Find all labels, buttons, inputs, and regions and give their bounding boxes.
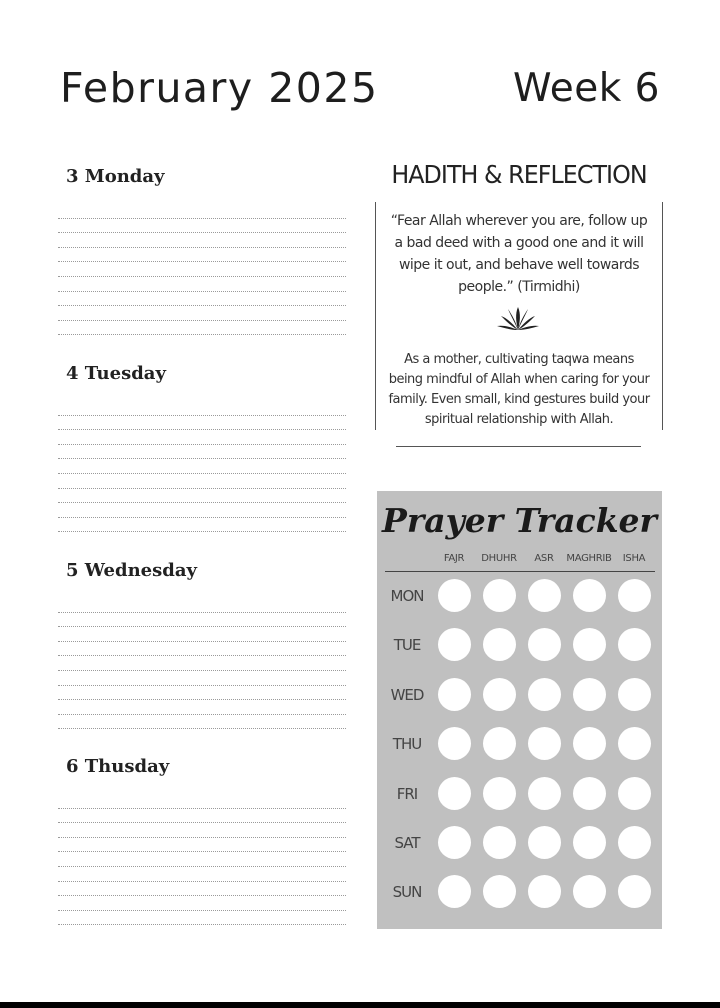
tracker-day-mon: MON <box>390 587 424 605</box>
prayer-checkbox-fri-asr[interactable] <box>528 777 561 810</box>
writing-line <box>58 911 346 926</box>
prayer-checkbox-tue-fajr[interactable] <box>438 628 471 661</box>
writing-line <box>58 416 346 431</box>
writing-line <box>58 613 346 628</box>
writing-line <box>58 233 346 248</box>
writing-line <box>58 518 346 533</box>
prayer-checkbox-mon-maghrib[interactable] <box>573 579 606 612</box>
writing-line <box>58 598 346 613</box>
prayer-checkbox-thu-dhuhr[interactable] <box>483 727 516 760</box>
writing-line <box>58 474 346 489</box>
writing-line <box>58 882 346 897</box>
writing-line <box>58 489 346 504</box>
prayer-checkbox-wed-isha[interactable] <box>618 678 651 711</box>
writing-line <box>58 838 346 853</box>
writing-line <box>58 248 346 263</box>
writing-line <box>58 627 346 642</box>
day-label: 6 Thusday <box>66 756 170 777</box>
writing-line <box>58 262 346 277</box>
prayer-header-asr: ASR <box>534 553 554 564</box>
prayer-checkbox-tue-isha[interactable] <box>618 628 651 661</box>
prayer-checkbox-tue-maghrib[interactable] <box>573 628 606 661</box>
writing-lines[interactable] <box>58 204 346 335</box>
writing-line <box>58 700 346 715</box>
page-title: February 2025 <box>60 64 379 112</box>
prayer-tracker <box>377 491 662 929</box>
prayer-checkbox-thu-asr[interactable] <box>528 727 561 760</box>
writing-line <box>58 715 346 730</box>
tracker-day-fri: FRI <box>396 784 418 803</box>
writing-lines[interactable] <box>58 794 346 925</box>
writing-line <box>58 809 346 824</box>
writing-lines[interactable] <box>58 598 346 729</box>
writing-line <box>58 503 346 518</box>
prayer-checkbox-sat-fajr[interactable] <box>438 826 471 859</box>
prayer-checkbox-fri-dhuhr[interactable] <box>483 777 516 810</box>
prayer-checkbox-sun-maghrib[interactable] <box>573 875 606 908</box>
writing-line <box>58 401 346 416</box>
hadith-title: HADITH & REFLECTION <box>391 160 647 189</box>
prayer-checkbox-wed-asr[interactable] <box>528 678 561 711</box>
prayer-checkbox-thu-maghrib[interactable] <box>573 727 606 760</box>
prayer-header-maghrib: MAGHRIB <box>566 553 612 564</box>
writing-line <box>58 219 346 234</box>
leaf-sprig-icon <box>497 306 539 332</box>
writing-line <box>58 459 346 474</box>
writing-line <box>58 852 346 867</box>
prayer-checkbox-wed-maghrib[interactable] <box>573 678 606 711</box>
writing-line <box>58 686 346 701</box>
writing-line <box>58 642 346 657</box>
day-label: 3 Monday <box>66 166 165 187</box>
footer-bar <box>0 1002 720 1008</box>
writing-line <box>58 867 346 882</box>
tracker-title: Prayer Tracker <box>382 501 657 540</box>
writing-line <box>58 430 346 445</box>
divider <box>396 446 641 447</box>
writing-lines[interactable] <box>58 401 346 532</box>
prayer-checkbox-sun-isha[interactable] <box>618 875 651 908</box>
prayer-checkbox-sat-maghrib[interactable] <box>573 826 606 859</box>
prayer-checkbox-mon-asr[interactable] <box>528 579 561 612</box>
writing-line <box>58 896 346 911</box>
tracker-day-tue: TUE <box>393 636 421 655</box>
prayer-header-dhuhr: DHUHR <box>481 553 517 564</box>
prayer-checkbox-mon-isha[interactable] <box>618 579 651 612</box>
writing-line <box>58 204 346 219</box>
prayer-checkbox-tue-dhuhr[interactable] <box>483 628 516 661</box>
prayer-checkbox-fri-isha[interactable] <box>618 777 651 810</box>
tracker-day-sun: SUN <box>392 883 422 902</box>
writing-line <box>58 794 346 809</box>
day-label: 4 Tuesday <box>66 363 166 384</box>
prayer-header-fajr: FAJR <box>443 553 465 564</box>
tracker-day-thu: THU <box>392 735 422 754</box>
writing-line <box>58 306 346 321</box>
writing-line <box>58 823 346 838</box>
prayer-checkbox-sat-asr[interactable] <box>528 826 561 859</box>
writing-line <box>58 292 346 307</box>
prayer-checkbox-wed-fajr[interactable] <box>438 678 471 711</box>
day-section-thursday <box>58 756 346 925</box>
prayer-checkbox-mon-fajr[interactable] <box>438 579 471 612</box>
writing-line <box>58 671 346 686</box>
day-section-tuesday <box>58 363 346 532</box>
writing-line <box>58 445 346 460</box>
prayer-checkbox-wed-dhuhr[interactable] <box>483 678 516 711</box>
hadith-quote: “Fear Allah wherever you are, follow up a bad deed with a good one and it will wipe it out, and behave well towards people.” (Tirmidhi) <box>390 213 648 295</box>
prayer-checkbox-sun-fajr[interactable] <box>438 875 471 908</box>
prayer-checkbox-fri-maghrib[interactable] <box>573 777 606 810</box>
prayer-checkbox-fri-fajr[interactable] <box>438 777 471 810</box>
day-label: 5 Wednesday <box>66 560 197 581</box>
writing-line <box>58 656 346 671</box>
tracker-day-wed: WED <box>390 685 424 704</box>
prayer-checkbox-tue-asr[interactable] <box>528 628 561 661</box>
prayer-checkbox-sat-isha[interactable] <box>618 826 651 859</box>
prayer-checkbox-mon-dhuhr[interactable] <box>483 579 516 612</box>
prayer-checkbox-thu-fajr[interactable] <box>438 727 471 760</box>
writing-line <box>58 277 346 292</box>
day-section-monday <box>58 166 346 335</box>
prayer-checkbox-sun-asr[interactable] <box>528 875 561 908</box>
tracker-day-sat: SAT <box>394 834 420 852</box>
day-section-wednesday <box>58 560 346 729</box>
week-label: Week 6 <box>512 66 660 111</box>
prayer-header-isha: ISHA <box>622 553 646 564</box>
prayer-checkbox-sat-dhuhr[interactable] <box>483 826 516 859</box>
hadith-box <box>375 202 663 430</box>
reflection-text: As a mother, cultivating taqwa means being mindful of Allah when caring for your family. Even small, kind gestures build your spiritual relationship with Allah. <box>388 352 650 427</box>
prayer-checkbox-sun-dhuhr[interactable] <box>483 875 516 908</box>
divider <box>385 571 655 572</box>
prayer-checkbox-thu-isha[interactable] <box>618 727 651 760</box>
writing-line <box>58 321 346 336</box>
